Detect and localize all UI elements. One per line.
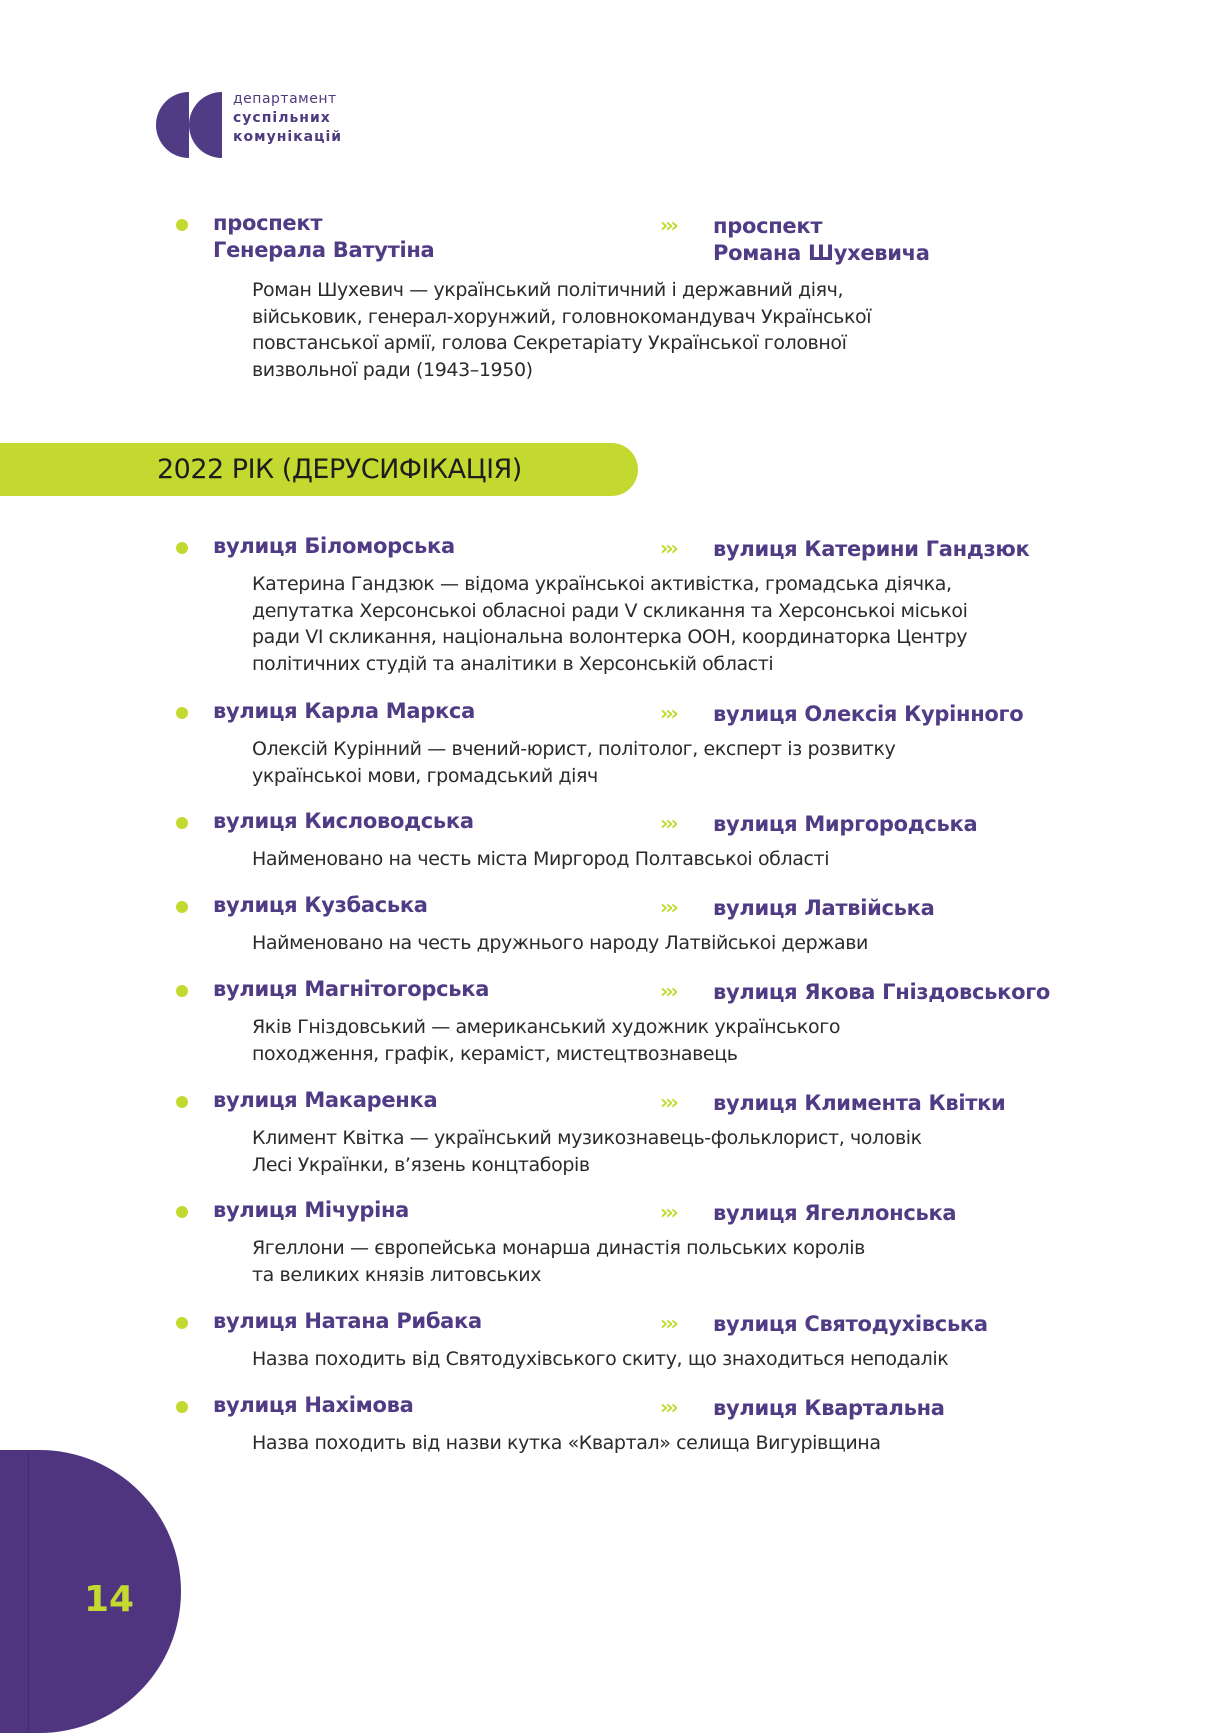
arrow-right-icon: ›››: [660, 1200, 676, 1224]
street-description: [252, 1430, 1152, 1457]
description-line: Олексій Курінний — вчений-юрист, політолог, експерт із розвитку: [252, 738, 896, 760]
arrow-right-icon: ›››: [660, 811, 676, 835]
new-name-line: проспект: [713, 214, 823, 238]
bullet-icon: [176, 901, 188, 913]
description-line: Найменовано на честь дружнього народу Латвійськоі держави: [252, 932, 868, 954]
description-line: Катерина Гандзюк — відома українськоі активістка, громадська діячка,: [252, 573, 952, 595]
arrow-right-icon: ›››: [660, 213, 676, 237]
street-description: [252, 1014, 1152, 1067]
new-street-name: вулиця Миргородська: [713, 812, 978, 836]
arrow-right-icon: ›››: [660, 979, 676, 1003]
new-street-name: вулиця Ягеллонська: [713, 1201, 957, 1225]
logo-line-1: департамент: [233, 91, 337, 107]
bullet-icon: [176, 542, 188, 554]
description-line: ради VI скликання, національна волонтерка ООН, координаторка Центру: [252, 626, 968, 648]
description-line: військовик, генерал-хорунжий, головнокомандувач Української: [252, 305, 872, 328]
description-line: походження, графік, кераміст, мистецтвознавець: [252, 1042, 738, 1065]
street-description: [252, 277, 1152, 383]
bullet-icon: [176, 1096, 188, 1108]
old-name-line: проспект: [213, 211, 323, 235]
description-line: Ягеллони — європейська монарша династія польських королів: [252, 1237, 865, 1259]
old-street-name: вулиця Біломорська: [213, 534, 455, 558]
arrow-right-icon: ›››: [660, 1395, 676, 1419]
bullet-icon: [176, 817, 188, 829]
bullet-icon: [176, 1206, 188, 1218]
description-line: Лесі Українки, в’язень концтаборів: [252, 1153, 590, 1176]
old-street-name: [213, 210, 653, 264]
arrow-right-icon: ›››: [660, 1311, 676, 1335]
street-description: [252, 930, 1152, 957]
description-line: Климент Квітка — український музикознавець-фольклорист, чоловік: [252, 1127, 922, 1149]
new-street-name: вулиця Олексія Курінного: [713, 702, 1024, 726]
description-line: Найменовано на честь міста Миргород Полтавськоі області: [252, 848, 830, 870]
old-street-name: вулиця Мічуріна: [213, 1198, 410, 1222]
description-line: Назва походить від Святодухівського скиту, що знаходиться неподалік: [252, 1348, 949, 1370]
department-logo-text: [233, 90, 342, 147]
new-name-line: Романа Шухевича: [713, 241, 930, 265]
street-description: [252, 736, 1152, 789]
new-street-name: вулиця Святодухівська: [713, 1312, 988, 1336]
bullet-icon: [176, 985, 188, 997]
description-line: та великих князів литовських: [252, 1263, 542, 1286]
arrow-right-icon: ›››: [660, 1090, 676, 1114]
new-street-name: вулиця Якова Гніздовського: [713, 980, 1051, 1004]
description-line: повстанської армії, голова Секретаріату Української головної: [252, 332, 847, 354]
bullet-icon: [176, 1317, 188, 1329]
old-street-name: вулиця Магнітогорська: [213, 977, 490, 1001]
page-number: 14: [84, 1579, 135, 1620]
bullet-icon: [176, 707, 188, 719]
old-street-name: вулиця Макаренка: [213, 1088, 438, 1112]
description-line: Роман Шухевич — український політичний і державний діяч,: [252, 279, 844, 301]
section-title: 2022 РІК (ДЕРУСИФІКАЦІЯ): [157, 454, 522, 485]
description-line: політичних студій та аналітики в Херсонській області: [252, 652, 774, 675]
new-street-name: вулиця Климента Квітки: [713, 1091, 1006, 1115]
old-street-name: вулиця Кисловодська: [213, 809, 474, 833]
street-description: [252, 571, 1152, 677]
old-street-name: вулиця Кузбаська: [213, 893, 428, 917]
new-street-name: вулиця Латвійська: [713, 896, 935, 920]
new-street-name: [713, 213, 1183, 267]
old-street-name: вулиця Нахімова: [213, 1393, 414, 1417]
new-street-name: вулиця Квартальна: [713, 1396, 945, 1420]
arrow-right-icon: ›››: [660, 701, 676, 725]
description-line: визвольної ради (1943–1950): [252, 358, 533, 381]
old-name-line: Генерала Ватутіна: [213, 238, 435, 262]
street-description: [252, 1125, 1152, 1178]
logo-line-2: суспільних: [233, 110, 331, 126]
new-street-name: вулиця Катерини Гандзюк: [713, 537, 1030, 561]
arrow-right-icon: ›››: [660, 536, 676, 560]
bullet-icon: [176, 219, 188, 231]
description-line: Яків Гніздовський — американський художник українського: [252, 1016, 841, 1038]
description-line: українськоі мови, громадський діяч: [252, 764, 598, 787]
description-line: депутатка Херсонськоі обласноі ради V скликання та Херсонськоі міськоі: [252, 599, 968, 622]
bullet-icon: [176, 1401, 188, 1413]
arrow-right-icon: ›››: [660, 895, 676, 919]
department-logo-icon: [156, 92, 226, 158]
page-divider-line: [28, 1452, 29, 1733]
old-street-name: вулиця Карла Маркса: [213, 699, 475, 723]
description-line: Назва походить від назви кутка «Квартал» селища Вигурівщина: [252, 1432, 881, 1454]
logo-line-3: комунікацій: [233, 129, 343, 145]
street-description: [252, 1235, 1152, 1288]
street-description: [252, 1346, 1152, 1373]
old-street-name: вулиця Натана Рибака: [213, 1309, 482, 1333]
street-description: [252, 846, 1152, 873]
